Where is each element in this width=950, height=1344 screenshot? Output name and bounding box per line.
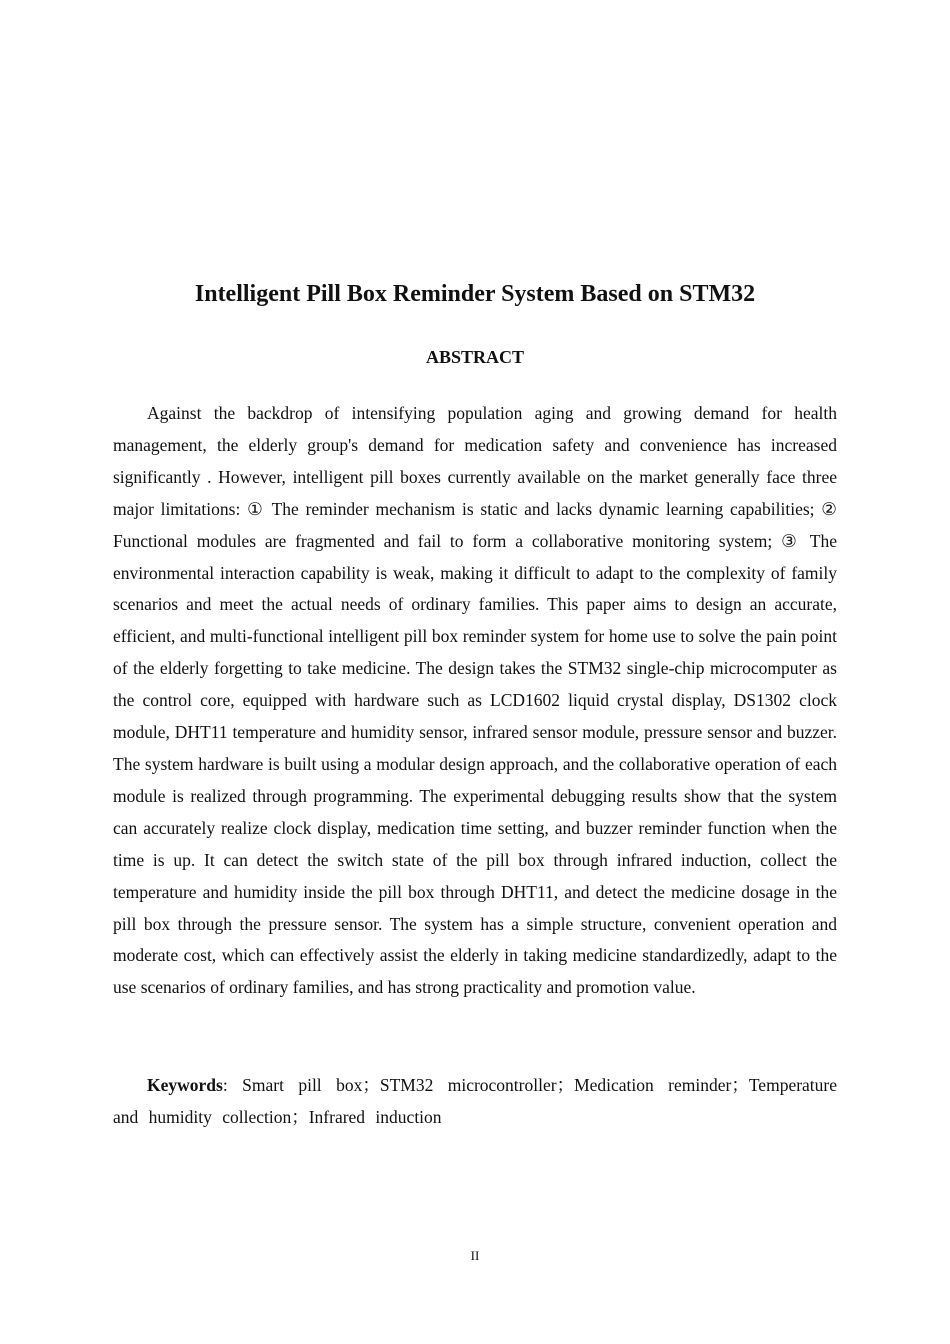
page-number: II bbox=[470, 1248, 480, 1263]
keywords-text: Smart pill box；STM32 microcontroller；Medication reminder；Temperature and humidity collection；Infrared induction bbox=[113, 1075, 838, 1127]
abstract-body: Against the backdrop of intensifying population aging and growing demand for health management, the elderly group's demand for medication safety and convenience has increased significantly . However, intelligent pill boxes currently available on the market generally face three major limitations: ① The reminder mechanism is static and lacks dynamic learning capabilities; ② Functional modules are fragmented and fail to form a collaborative monitoring system; ③ The environmental interaction capability is weak, making it difficult to adapt to the complexity of family scenarios and meet the actual needs of ordinary families. This paper aims to design an accurate, efficient, and multi-functional intelligent pill box reminder system for home use to solve the pain point of the elderly forgetting to take medicine. The design takes the STM32 single-chip microcomputer as the control core, equipped with hardware such as LCD1602 liquid crystal display, DS1302 clock module, DHT11 temperature and humidity sensor, infrared sensor module, pressure sensor and buzzer. The system hardware is built using a modular design approach, and the collaborative operation of each module is realized through programming. The experimental debugging results show that the system can accurately realize clock display, medication time setting, and buzzer reminder function when the time is up. It can detect the switch state of the pill box through infrared induction, collect the temperature and humidity inside the pill box through DHT11, and detect the medicine dosage in the pill box through the pressure sensor. The system has a simple structure, convenient operation and moderate cost, which can effectively assist the elderly in taking medicine standardizedly, adapt to the use scenarios of ordinary families, and has strong practicality and promotion value. bbox=[113, 403, 837, 998]
paper-title: Intelligent Pill Box Reminder System Based on STM32 bbox=[194, 281, 756, 307]
keywords-separator: : bbox=[222, 1075, 228, 1095]
keywords-label: Keywords bbox=[147, 1075, 223, 1095]
keywords-paragraph bbox=[113, 1069, 837, 1133]
abstract-heading: ABSTRACT bbox=[425, 347, 525, 367]
